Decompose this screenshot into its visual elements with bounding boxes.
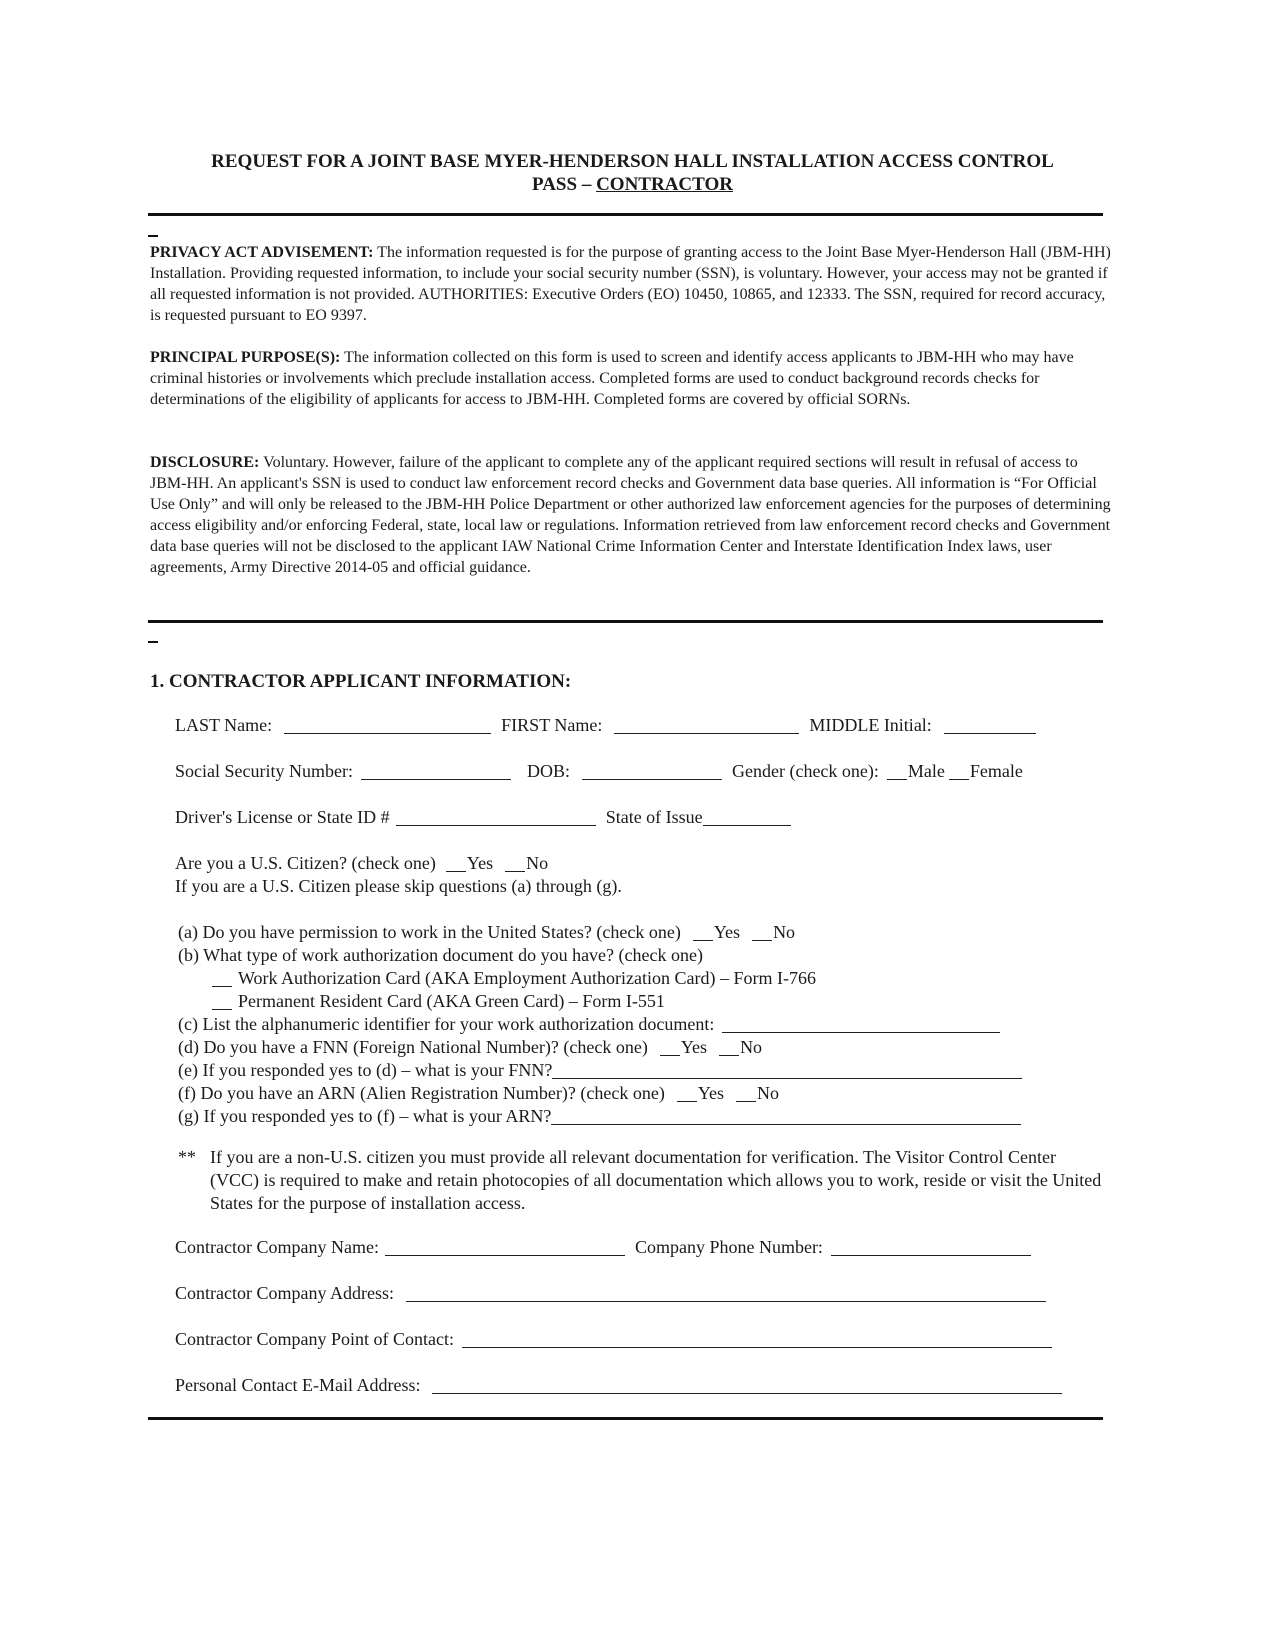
privacy-text: The information requested is for the purpose of granting access to the Joint Base Myer-Henderson Hall (JBM-HH) Installation. Providing requested information, to include your social security number (SSN), is voluntary. However, your access may not be granted if all requested information is not provided. AUTHORITIES: Executive Orders (EO) 10450, 10865, and 12333. The SSN, required for record accuracy, is requested pursuant to EO 9397. (150, 244, 1111, 324)
form-title-line2 (150, 173, 1115, 196)
citizen-no-checkbox[interactable] (505, 853, 525, 872)
company-address-row (175, 1282, 1052, 1305)
question-b-option-2 (178, 990, 1028, 1013)
question-f-text: (f) Do you have an ARN (Alien Registration Number)? (check one) (178, 1083, 665, 1103)
bottom-divider (148, 1417, 1103, 1420)
non-citizen-note (178, 1146, 1108, 1215)
license-field[interactable] (396, 807, 596, 826)
female-checkbox[interactable] (949, 761, 969, 780)
question-g-text: (g) If you responded yes to (f) – what is your ARN? (178, 1106, 552, 1126)
email-label: Personal Contact E-Mail Address: (175, 1375, 421, 1395)
question-a-text: (a) Do you have permission to work in the United States? (check one) (178, 922, 681, 942)
company-address-label: Contractor Company Address: (175, 1283, 394, 1303)
question-d-no-checkbox[interactable] (719, 1037, 739, 1056)
question-f-no-label: No (757, 1083, 780, 1103)
divider-mark (148, 235, 158, 237)
email-field[interactable] (432, 1375, 1062, 1394)
dob-field[interactable] (582, 761, 722, 780)
question-e-text: (e) If you responded yes to (d) – what is your FNN? (178, 1060, 553, 1080)
question-d (178, 1036, 1028, 1059)
skip-instruction (175, 875, 622, 898)
purpose-text: The information collected on this form is used to screen and identify access applicants to JBM-HH who may have criminal histories or involvements which preclude installation access. Completed forms are used to conduct background records checks for determinations of the eligibility of applicants for access to JBM-HH. Completed forms are covered by official SORNs. (150, 349, 1074, 408)
form-title-line1: REQUEST FOR A JOINT BASE MYER-HENDERSON HALL INSTALLATION ACCESS CONTROL (211, 151, 1054, 172)
company-address-field[interactable] (406, 1283, 1046, 1302)
skip-text: If you are a U.S. Citizen please skip questions (a) through (g). (175, 876, 622, 896)
disclosure-label: DISCLOSURE: (150, 454, 260, 471)
ssn-field[interactable] (361, 761, 511, 780)
permanent-resident-card-checkbox[interactable] (212, 991, 232, 1010)
last-name-field[interactable] (284, 715, 491, 734)
top-divider (148, 213, 1103, 216)
company-poc-row (175, 1328, 1058, 1351)
question-g (178, 1105, 1028, 1128)
principal-purpose (150, 347, 1115, 410)
question-d-no-label: No (740, 1037, 763, 1057)
citizen-yes-label: Yes (466, 853, 494, 873)
question-a-no-label: No (773, 922, 796, 942)
privacy-act-advisement (150, 242, 1115, 326)
question-d-yes-checkbox[interactable] (660, 1037, 680, 1056)
dob-label: DOB: (526, 761, 570, 781)
disclosure-text: Voluntary. However, failure of the applicant to complete any of the applicant required sections will result in refusal of access to JBM-HH. An applicant's SSN is used to conduct law enforcement record checks and Government data base queries. All information is “For Official Use Only” and will only be released to the JBM-HH Police Department or other authorized law enforcement agencies for the purposes of determining access eligibility and/or enforcing Federal, state, local law or regulations. Information retrieved from law enforcement record checks and Government data base queries will not be disclosed to the applicant IAW National Crime Information Center and Interstate Identification Index laws, user agreements, Army Directive 2014-05 and official guidance. (150, 454, 1111, 576)
divider-mark (148, 641, 158, 643)
work-authorization-card-label: Work Authorization Card (AKA Employment Authorization Card) – Form I-766 (238, 968, 816, 988)
question-c (178, 1013, 1028, 1036)
state-of-issue-label: State of Issue (605, 807, 703, 827)
name-row (175, 714, 1042, 737)
middle-divider (148, 620, 1103, 623)
purpose-label: PRINCIPAL PURPOSE(S): (150, 349, 341, 366)
citizen-no-label: No (526, 853, 549, 873)
first-name-label: FIRST Name: (501, 715, 603, 735)
company-name-row (175, 1236, 1037, 1259)
arn-field[interactable] (551, 1106, 1021, 1125)
question-f-yes-label: Yes (697, 1083, 725, 1103)
ssn-label: Social Security Number: (175, 761, 353, 781)
question-b-option-1 (178, 967, 1028, 990)
first-name-field[interactable] (614, 715, 799, 734)
male-label: Male (907, 761, 945, 781)
license-label: Driver's License or State ID # (175, 807, 390, 827)
question-d-yes-label: Yes (680, 1037, 708, 1057)
citizen-row (175, 852, 548, 875)
privacy-label: PRIVACY ACT ADVISEMENT: (150, 244, 374, 261)
question-a (178, 921, 1028, 944)
question-b (178, 944, 1028, 967)
work-authorization-card-checkbox[interactable] (212, 968, 232, 987)
permanent-resident-card-label: Permanent Resident Card (AKA Green Card) – Form I-551 (238, 991, 665, 1011)
form-title-prefix: PASS – (532, 174, 597, 195)
fnn-field[interactable] (552, 1060, 1022, 1079)
question-f (178, 1082, 1028, 1105)
form-title-contractor: CONTRACTOR (596, 174, 733, 195)
company-name-label: Contractor Company Name: (175, 1237, 379, 1257)
question-e (178, 1059, 1028, 1082)
question-f-no-checkbox[interactable] (736, 1083, 756, 1102)
question-b-text: (b) What type of work authorization document do you have? (check one) (178, 945, 703, 965)
citizen-label: Are you a U.S. Citizen? (check one) (175, 853, 436, 873)
company-name-field[interactable] (385, 1237, 625, 1256)
middle-initial-label: MIDDLE Initial: (809, 715, 932, 735)
female-label: Female (969, 761, 1023, 781)
question-a-yes-checkbox[interactable] (693, 922, 713, 941)
middle-initial-field[interactable] (944, 715, 1036, 734)
email-row (175, 1374, 1068, 1397)
question-a-yes-label: Yes (713, 922, 741, 942)
question-d-text: (d) Do you have a FNN (Foreign National Number)? (check one) (178, 1037, 648, 1057)
note-asterisks: ** (178, 1147, 196, 1167)
question-a-no-checkbox[interactable] (752, 922, 772, 941)
company-poc-field[interactable] (462, 1329, 1052, 1348)
ssn-row (175, 760, 1023, 783)
disclosure (150, 452, 1115, 578)
company-phone-label: Company Phone Number: (634, 1237, 823, 1257)
gender-label: Gender (check one): (731, 761, 879, 781)
company-poc-label: Contractor Company Point of Contact: (175, 1329, 454, 1349)
form-title (150, 150, 1115, 196)
citizen-yes-checkbox[interactable] (446, 853, 466, 872)
last-name-label: LAST Name: (175, 715, 273, 735)
work-authorization-id-field[interactable] (722, 1014, 1000, 1033)
section-title: 1. CONTRACTOR APPLICANT INFORMATION: (150, 671, 572, 692)
state-of-issue-field[interactable] (703, 807, 791, 826)
company-phone-field[interactable] (831, 1237, 1031, 1256)
note-text: If you are a non-U.S. citizen you must provide all relevant documentation for verification. The Visitor Control Center (VCC) is required to make and retain photocopies of all documentation which allows you to work, reside or visit the United States for the purpose of installation access. (210, 1147, 1102, 1213)
male-checkbox[interactable] (887, 761, 907, 780)
license-row (175, 806, 797, 829)
question-c-text: (c) List the alphanumeric identifier for your work authorization document: (178, 1014, 715, 1034)
non-citizen-questions (178, 921, 1028, 1128)
question-f-yes-checkbox[interactable] (677, 1083, 697, 1102)
